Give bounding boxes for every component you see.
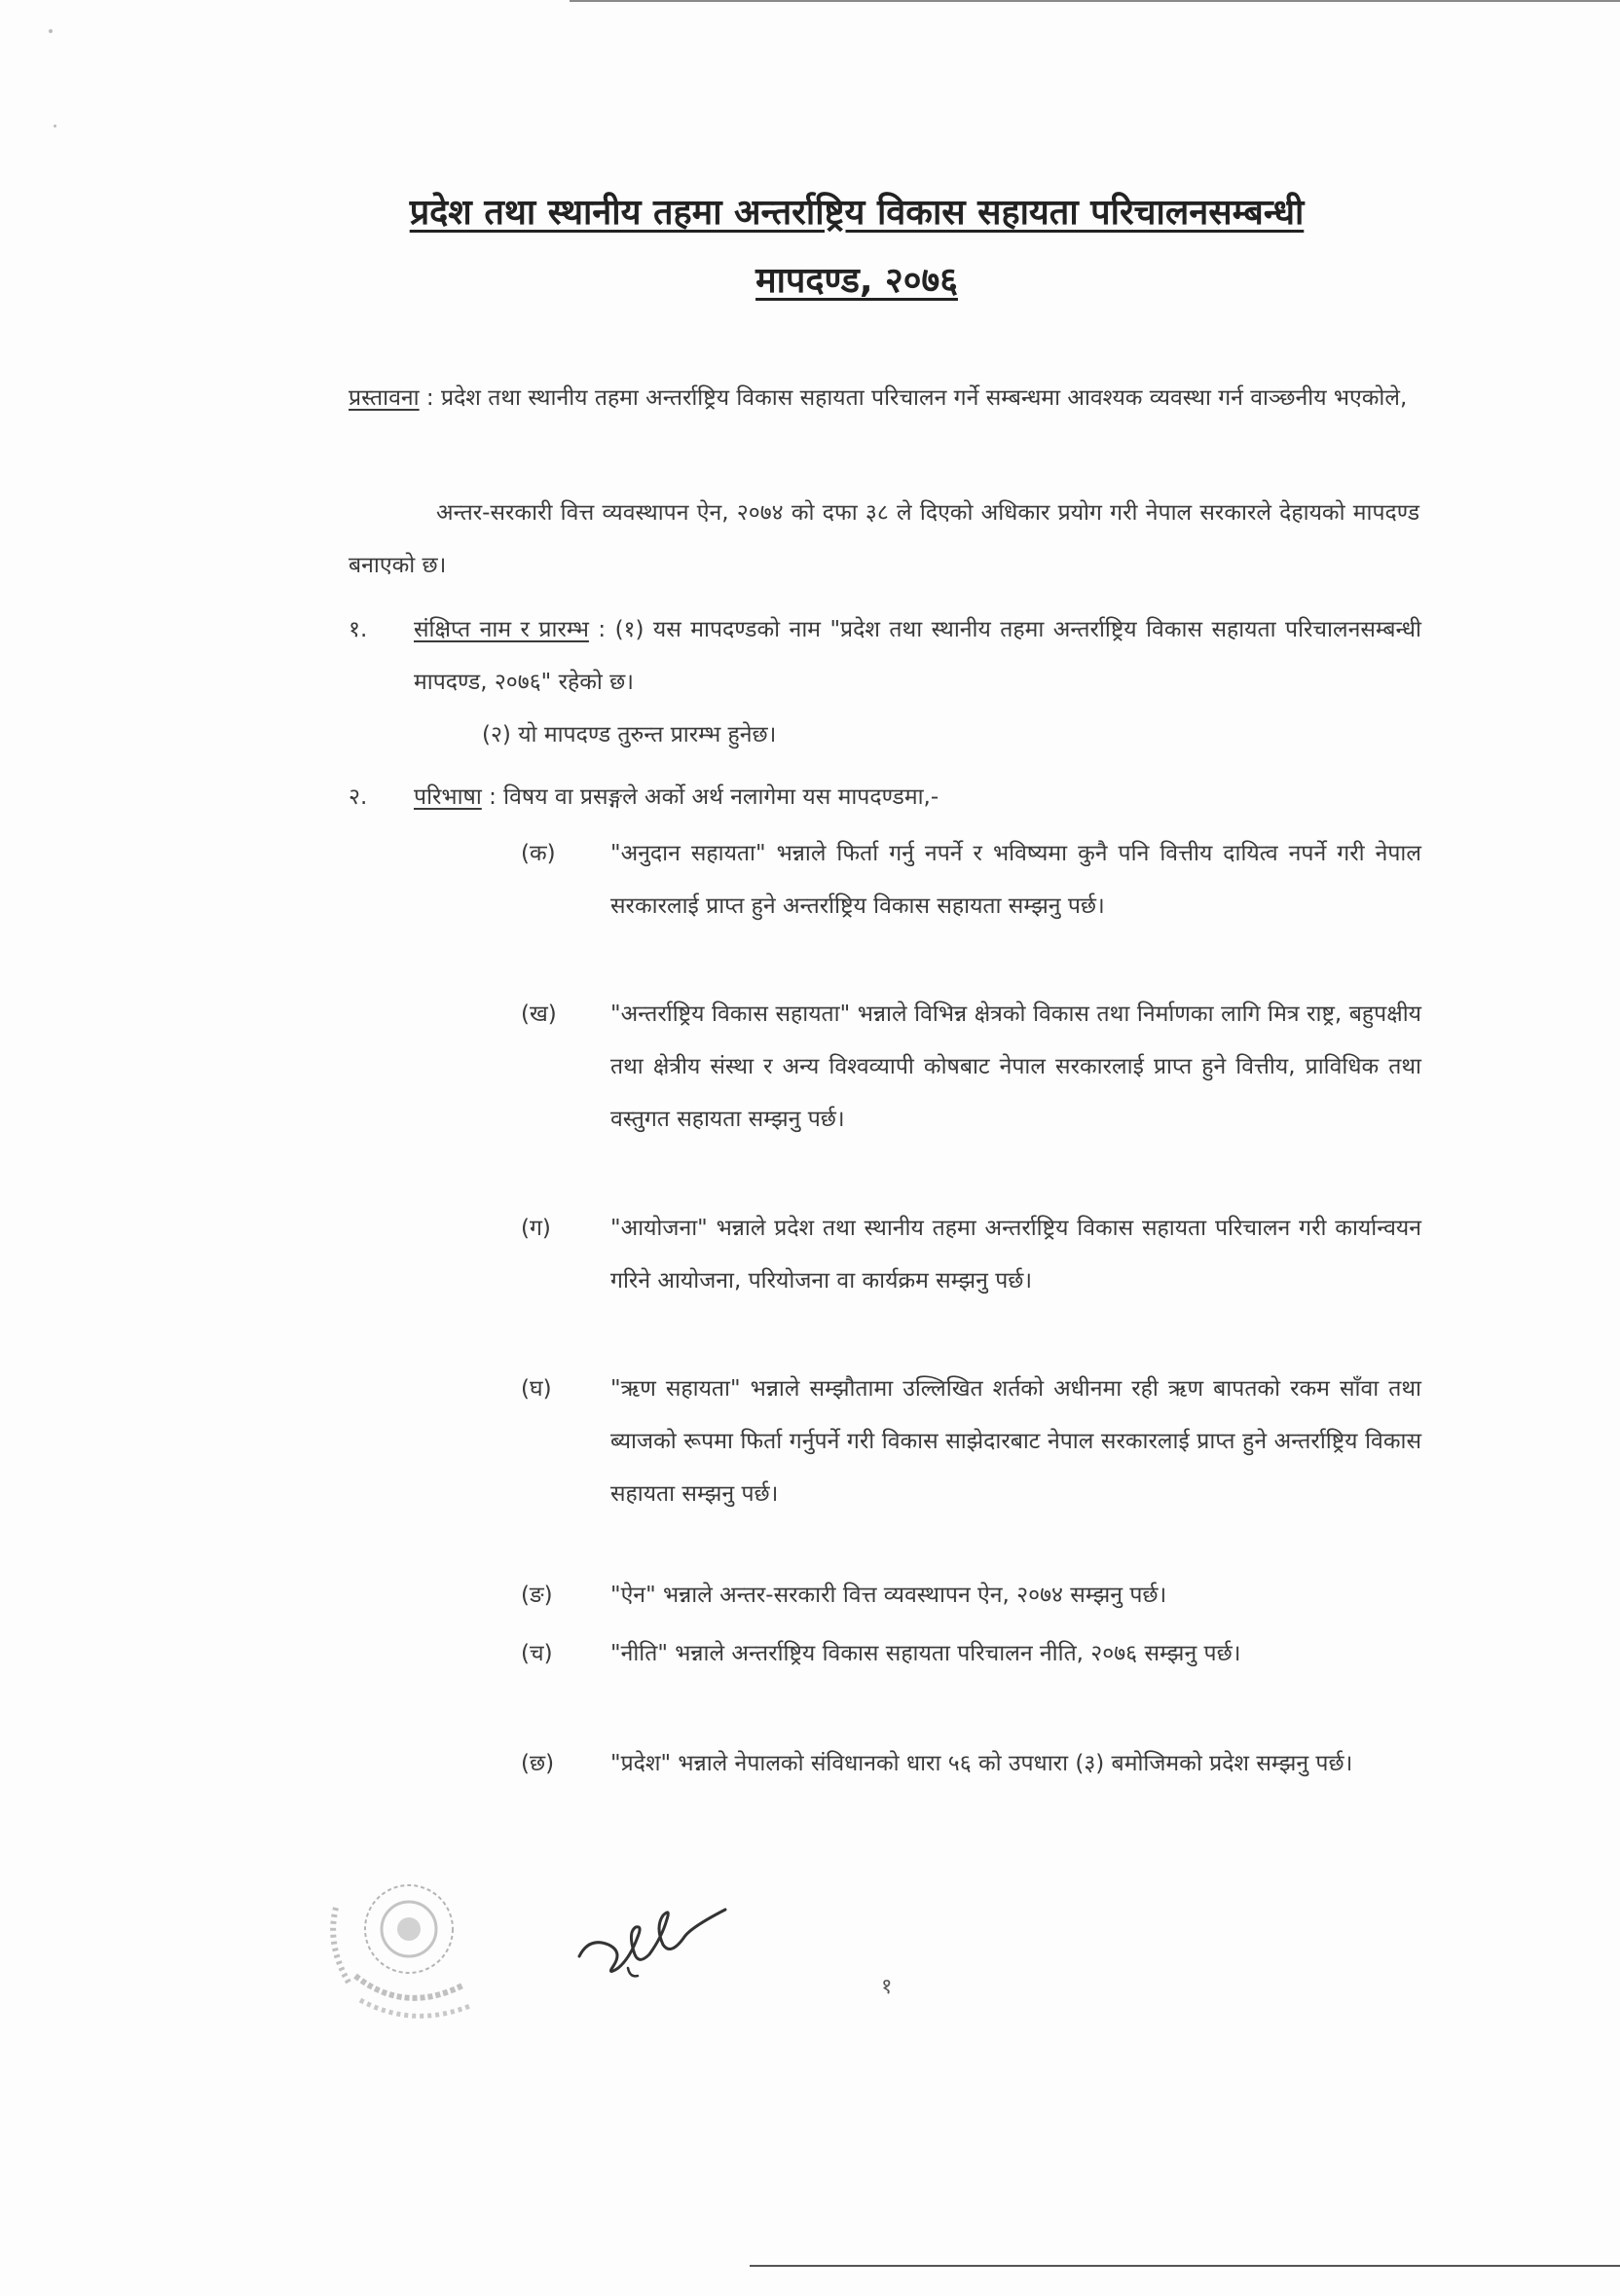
section-heading: परिभाषा xyxy=(414,784,482,810)
section-heading: संक्षिप्त नाम र प्रारम्भ xyxy=(414,617,589,642)
document-title-line2: मापदण्ड, २०७६ xyxy=(755,261,958,301)
section-number: १. xyxy=(349,617,368,642)
section-body xyxy=(414,603,1421,709)
section-number: २. xyxy=(349,784,368,810)
clause-label: (ङ) xyxy=(521,1583,553,1608)
handwritten-signature xyxy=(570,1898,735,1986)
clause-cha xyxy=(521,1627,1421,1734)
clause-ka xyxy=(521,827,1421,988)
clause-text: "अनुदान सहायता" भन्नाले फिर्ता गर्नु नपर्ने र भविष्यमा कुनै पनि वित्तीय दायित्व नपर्ने गरी नेपाल सरकारलाई प्राप्त हुने अन्तर्राष्ट्रिय विकास सहायता सम्झनु पर्छ। xyxy=(610,841,1421,919)
clause-label: (च) xyxy=(521,1641,553,1666)
clause-text: "अन्तर्राष्ट्रिय विकास सहायता" भन्नाले विभिन्न क्षेत्रको विकास तथा निर्माणका लागि मित्र राष्ट्र, बहुपक्षीय तथा क्षेत्रीय संस्था र अन्य विश्वव्यापी कोषबाट नेपाल सरकारलाई प्राप्त हुने वित्तीय, प्राविधिक तथा वस्तुगत सहायता सम्झनु पर्छ। xyxy=(610,1002,1421,1132)
clause-kha xyxy=(521,988,1421,1202)
section-body xyxy=(414,771,1421,823)
clause-text: "ऋण सहायता" भन्नाले सम्झौतामा उल्लिखित शर्तको अधीनमा रही ऋण बापतको रकम साँवा तथा ब्याजको रूपमा फिर्ता गर्नुपर्ने गरी विकास साझेदारबाट नेपाल सरकारलाई प्राप्त हुने अन्तर्राष्ट्रिय विकास सहायता सम्झनु पर्छ। xyxy=(610,1376,1421,1507)
clause-text: "प्रदेश" भन्नाले नेपालको संविधानको धारा ५६ को उपधारा (३) बमोजिमको प्रदेश सम्झनु पर्छ। xyxy=(610,1751,1353,1776)
clause-ga xyxy=(521,1202,1421,1363)
section-text: : विषय वा प्रसङ्गले अर्को अर्थ नलागेमा यस मापदण्डमा,- xyxy=(481,784,939,810)
clause-text: "ऐन" भन्नाले अन्तर-सरकारी वित्त व्यवस्थापन ऐन, २०७४ सम्झनु पर्छ। xyxy=(610,1583,1167,1608)
preamble-authority: अन्तर-सरकारी वित्त व्यवस्थापन ऐन, २०७४ को दफा ३८ ले दिएको अधिकार प्रयोग गरी नेपाल सरकारले देहायको मापदण्ड बनाएको छ। xyxy=(349,500,1419,578)
clause-chha xyxy=(521,1737,1421,1844)
scan-speck xyxy=(49,29,53,33)
clause-label: (छ) xyxy=(521,1751,555,1776)
section-1-subsection-2: (२) यो मापदण्ड तुरुन्त प्रारम्भ हुनेछ। xyxy=(482,722,777,747)
section-text: : (१) यस मापदण्डको नाम "प्रदेश तथा स्थानीय तहमा अन्तर्राष्ट्रिय विकास सहायता परिचालनसम्बन्धी मापदण्ड, २०७६" रहेको छ। xyxy=(414,617,1421,695)
preamble-text: : प्रदेश तथा स्थानीय तहमा अन्तर्राष्ट्रिय विकास सहायता परिचालन गर्ने सम्बन्धमा आवश्यक व्यवस्था गर्न वाञ्छनीय भएकोले, xyxy=(419,385,1408,411)
page-number: १ xyxy=(881,1975,893,1999)
clause-label: (घ) xyxy=(521,1376,552,1402)
document-title-line1: प्रदेश तथा स्थानीय तहमा अन्तर्राष्ट्रिय विकास सहायता परिचालनसम्बन्धी xyxy=(409,193,1305,233)
footer-rule xyxy=(750,2265,1620,2267)
clause-label: (ख) xyxy=(521,1002,557,1027)
official-seal-stamp xyxy=(307,1869,492,2034)
preamble xyxy=(349,372,1419,424)
clause-label: (क) xyxy=(521,841,556,866)
scan-speck xyxy=(54,125,56,128)
preamble-label: प्रस्तावना xyxy=(349,385,420,411)
clause-label: (ग) xyxy=(521,1216,551,1241)
clause-gha xyxy=(521,1363,1421,1572)
clause-nga xyxy=(521,1569,1421,1627)
scan-edge-line xyxy=(570,0,1620,2)
clause-text: "नीति" भन्नाले अन्तर्राष्ट्रिय विकास सहायता परिचालन नीति, २०७६ सम्झनु पर्छ। xyxy=(610,1641,1241,1666)
clause-text: "आयोजना" भन्नाले प्रदेश तथा स्थानीय तहमा अन्तर्राष्ट्रिय विकास सहायता परिचालन गरी कार्यान्वयन गरिने आयोजना, परियोजना वा कार्यक्रम सम्झनु पर्छ। xyxy=(610,1216,1421,1294)
